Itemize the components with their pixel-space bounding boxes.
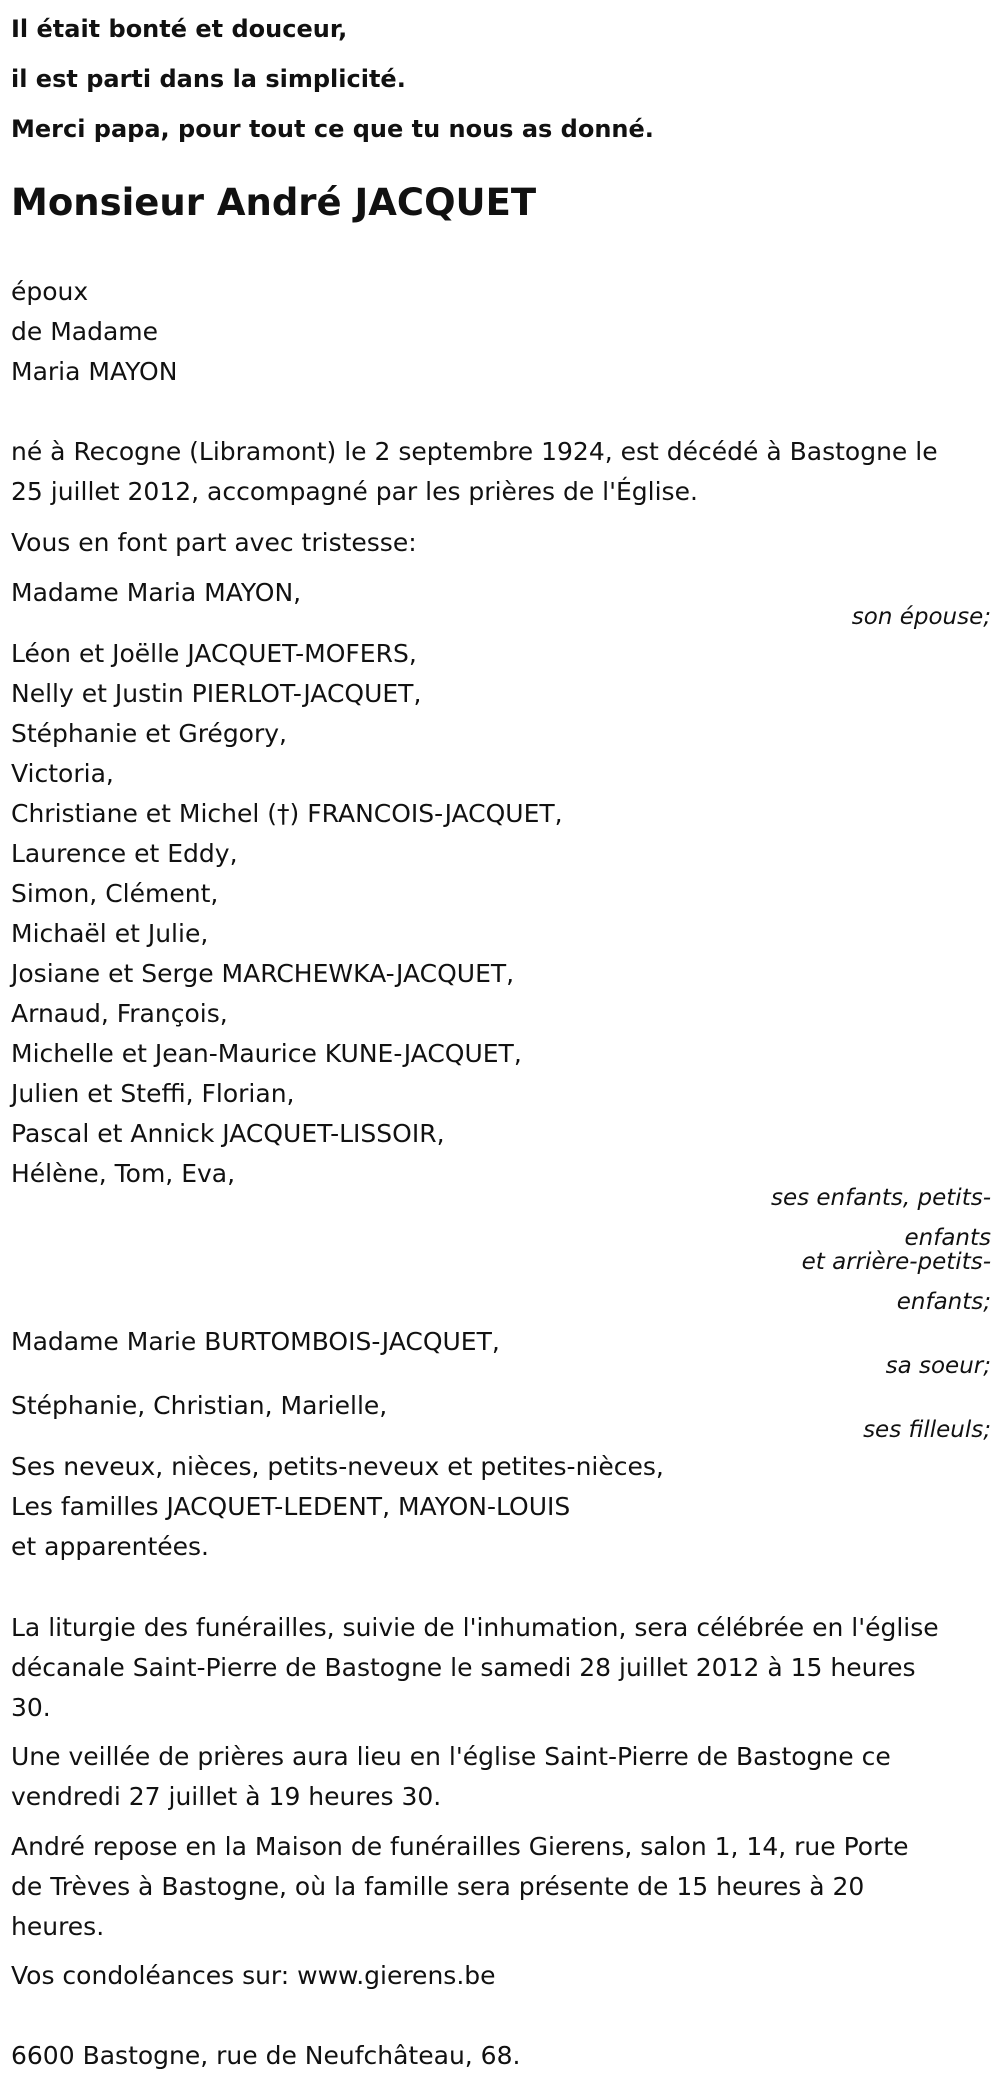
- list-item: Arnaud, François,: [11, 999, 228, 1028]
- birth-death-line: né à Recogne (Libramont) le 2 septembre 1924, est décédé à Bastogne le: [11, 437, 938, 466]
- children-role-2: enfants: [904, 1225, 991, 1251]
- spouse-line: époux: [11, 277, 89, 306]
- deceased-name: Monsieur André JACQUET: [11, 181, 537, 224]
- spouse-role: son épouse;: [851, 604, 991, 630]
- intro-line: Merci papa, pour tout ce que tu nous as donné.: [11, 115, 654, 143]
- list-item: Michaël et Julie,: [11, 919, 209, 948]
- list-item: Michelle et Jean-Maurice KUNE-JACQUET,: [11, 1039, 522, 1068]
- list-item: Simon, Clément,: [11, 879, 219, 908]
- funeral-line: 30.: [11, 1693, 51, 1722]
- list-item: Laurence et Eddy,: [11, 839, 238, 868]
- intro-verse: [11, 4, 654, 154]
- funeral-line: décanale Saint-Pierre de Bastogne le samedi 28 juillet 2012 à 15 heures: [11, 1653, 916, 1682]
- list-item: Josiane et Serge MARCHEWKA-JACQUET,: [11, 959, 515, 988]
- list-item: Hélène, Tom, Eva,: [11, 1159, 236, 1188]
- repose-line: André repose en la Maison de funérailles Gierens, salon 1, 14, rue Porte: [11, 1832, 909, 1861]
- list-item: Nelly et Justin PIERLOT-JACQUET,: [11, 679, 422, 708]
- sister-role: sa soeur;: [885, 1353, 991, 1379]
- godchildren-names: Stéphanie, Christian, Marielle,: [11, 1391, 388, 1420]
- extended-family: [11, 1447, 991, 1567]
- vigil-paragraph: [11, 1737, 991, 1817]
- spouse-line: Maria MAYON: [11, 357, 178, 386]
- birth-death-paragraph: [11, 432, 991, 512]
- repose-line: heures.: [11, 1912, 105, 1941]
- list-item: Victoria,: [11, 759, 114, 788]
- list-item: et apparentées.: [11, 1532, 209, 1561]
- address-text: 6600 Bastogne, rue de Neufchâteau, 68.: [11, 2041, 521, 2070]
- spouse-line: de Madame: [11, 317, 159, 346]
- list-item: Stéphanie et Grégory,: [11, 719, 288, 748]
- children-role-1: ses enfants, petits-: [770, 1185, 991, 1211]
- vigil-line: vendredi 27 juillet à 19 heures 30.: [11, 1782, 442, 1811]
- list-item: Christiane et Michel (†) FRANCOIS-JACQUET,: [11, 799, 563, 828]
- sister-name: Madame Marie BURTOMBOIS-JACQUET,: [11, 1327, 500, 1356]
- repose-paragraph: [11, 1827, 991, 1947]
- repose-line: de Trèves à Bastogne, où la famille sera présente de 15 heures à 20: [11, 1872, 865, 1901]
- children-role-3: et arrière-petits-: [801, 1249, 991, 1275]
- condolences-text: Vos condoléances sur: www.gierens.be: [11, 1961, 496, 1990]
- children-role-4: enfants;: [896, 1289, 991, 1315]
- godchildren-role: ses filleuls;: [863, 1417, 991, 1443]
- list-item: Julien et Steffi, Florian,: [11, 1079, 295, 1108]
- list-item: Pascal et Annick JACQUET-LISSOIR,: [11, 1119, 445, 1148]
- intro-line: il est parti dans la simplicité.: [11, 65, 406, 93]
- intro-line: Il était bonté et douceur,: [11, 15, 348, 43]
- list-item: Les familles JACQUET-LEDENT, MAYON-LOUIS: [11, 1492, 571, 1521]
- spouse-block: [11, 272, 991, 392]
- vigil-line: Une veillée de prières aura lieu en l'église Saint-Pierre de Bastogne ce: [11, 1742, 891, 1771]
- list-item: Léon et Joëlle JACQUET-MOFERS,: [11, 639, 417, 668]
- children-list: [11, 634, 991, 1194]
- spouse-name: Madame Maria MAYON,: [11, 578, 302, 607]
- announcement: Vous en font part avec tristesse:: [11, 528, 417, 557]
- list-item: Ses neveux, nièces, petits-neveux et petites-nièces,: [11, 1452, 664, 1481]
- birth-death-line: 25 juillet 2012, accompagné par les prières de l'Église.: [11, 477, 698, 506]
- funeral-line: La liturgie des funérailles, suivie de l'inhumation, sera célébrée en l'église: [11, 1613, 939, 1642]
- funeral-paragraph: [11, 1608, 991, 1728]
